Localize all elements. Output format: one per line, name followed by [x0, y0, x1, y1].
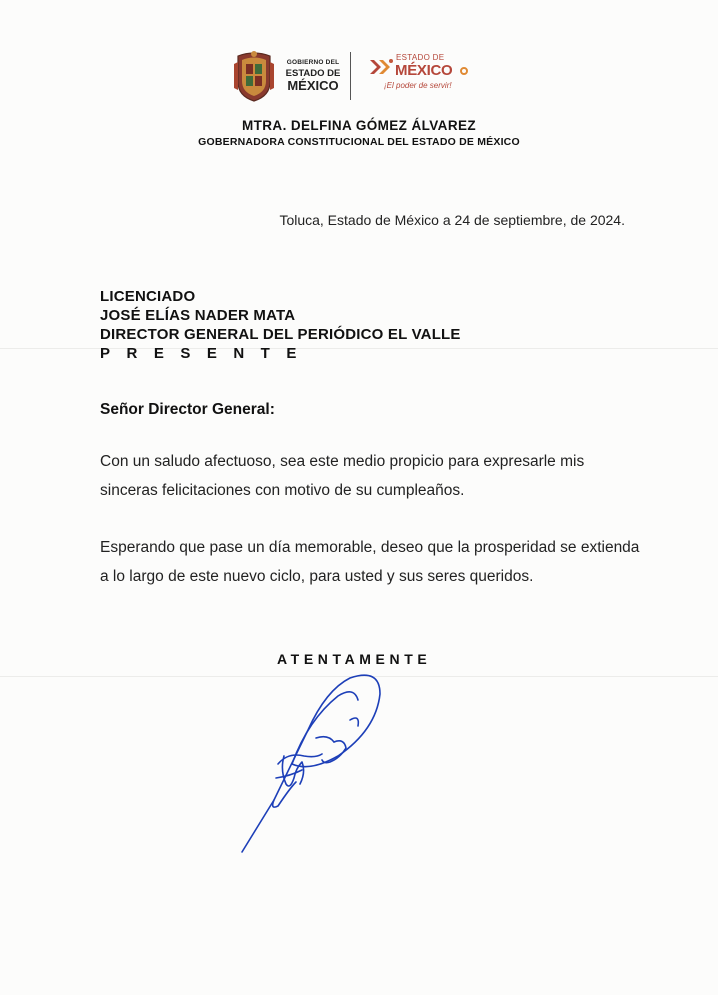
closing-text: ATENTAMENTE: [277, 651, 432, 667]
estado-top-text: ESTADO DE: [396, 53, 445, 62]
gobierno-line3: MÉXICO: [287, 78, 339, 93]
logo-divider: [350, 52, 351, 100]
estado-dot-mark: [460, 67, 468, 75]
estado-logo: [364, 50, 474, 96]
gobierno-wordmark: [281, 60, 345, 92]
letter-date: Toluca, Estado de México a 24 de septiembre, de 2024.: [279, 212, 625, 228]
gobierno-logo: [234, 50, 344, 102]
gobierno-line1: GOBIERNO DEL: [286, 59, 340, 66]
handwritten-signature: [230, 660, 400, 860]
estado-brand-icon: [368, 56, 394, 78]
estado-slogan: ¡El poder de servir!: [384, 81, 452, 90]
recipient-position: DIRECTOR GENERAL DEL PERIÓDICO EL VALLE: [100, 326, 461, 343]
sender-name: MTRA. DELFINA GÓMEZ ÁLVAREZ: [241, 118, 477, 133]
recipient-name: JOSÉ ELÍAS NADER MATA: [100, 307, 296, 324]
recipient-title: LICENCIADO: [100, 288, 196, 305]
body-paragraph-2: Esperando que pase un día memorable, deseo que la prosperidad se extienda a lo largo de este nuevo ciclo, para usted y sus seres queridos.: [100, 539, 640, 585]
gobierno-line2: ESTADO DE: [285, 67, 341, 79]
recipient-block: [100, 287, 461, 363]
salutation: Señor Director General:: [100, 401, 275, 418]
recipient-presente: PRESENTE: [100, 345, 313, 362]
sender-role: GOBERNADORA CONSTITUCIONAL DEL ESTADO DE MÉXICO: [198, 136, 520, 148]
coat-of-arms-icon: [234, 50, 274, 102]
body-paragraph-1: Con un saludo afectuoso, sea este medio propicio para expresarle mis sinceras felicitaciones con motivo de su cumpleaños.: [100, 453, 585, 499]
estado-main-text: MÉXICO: [395, 62, 453, 79]
